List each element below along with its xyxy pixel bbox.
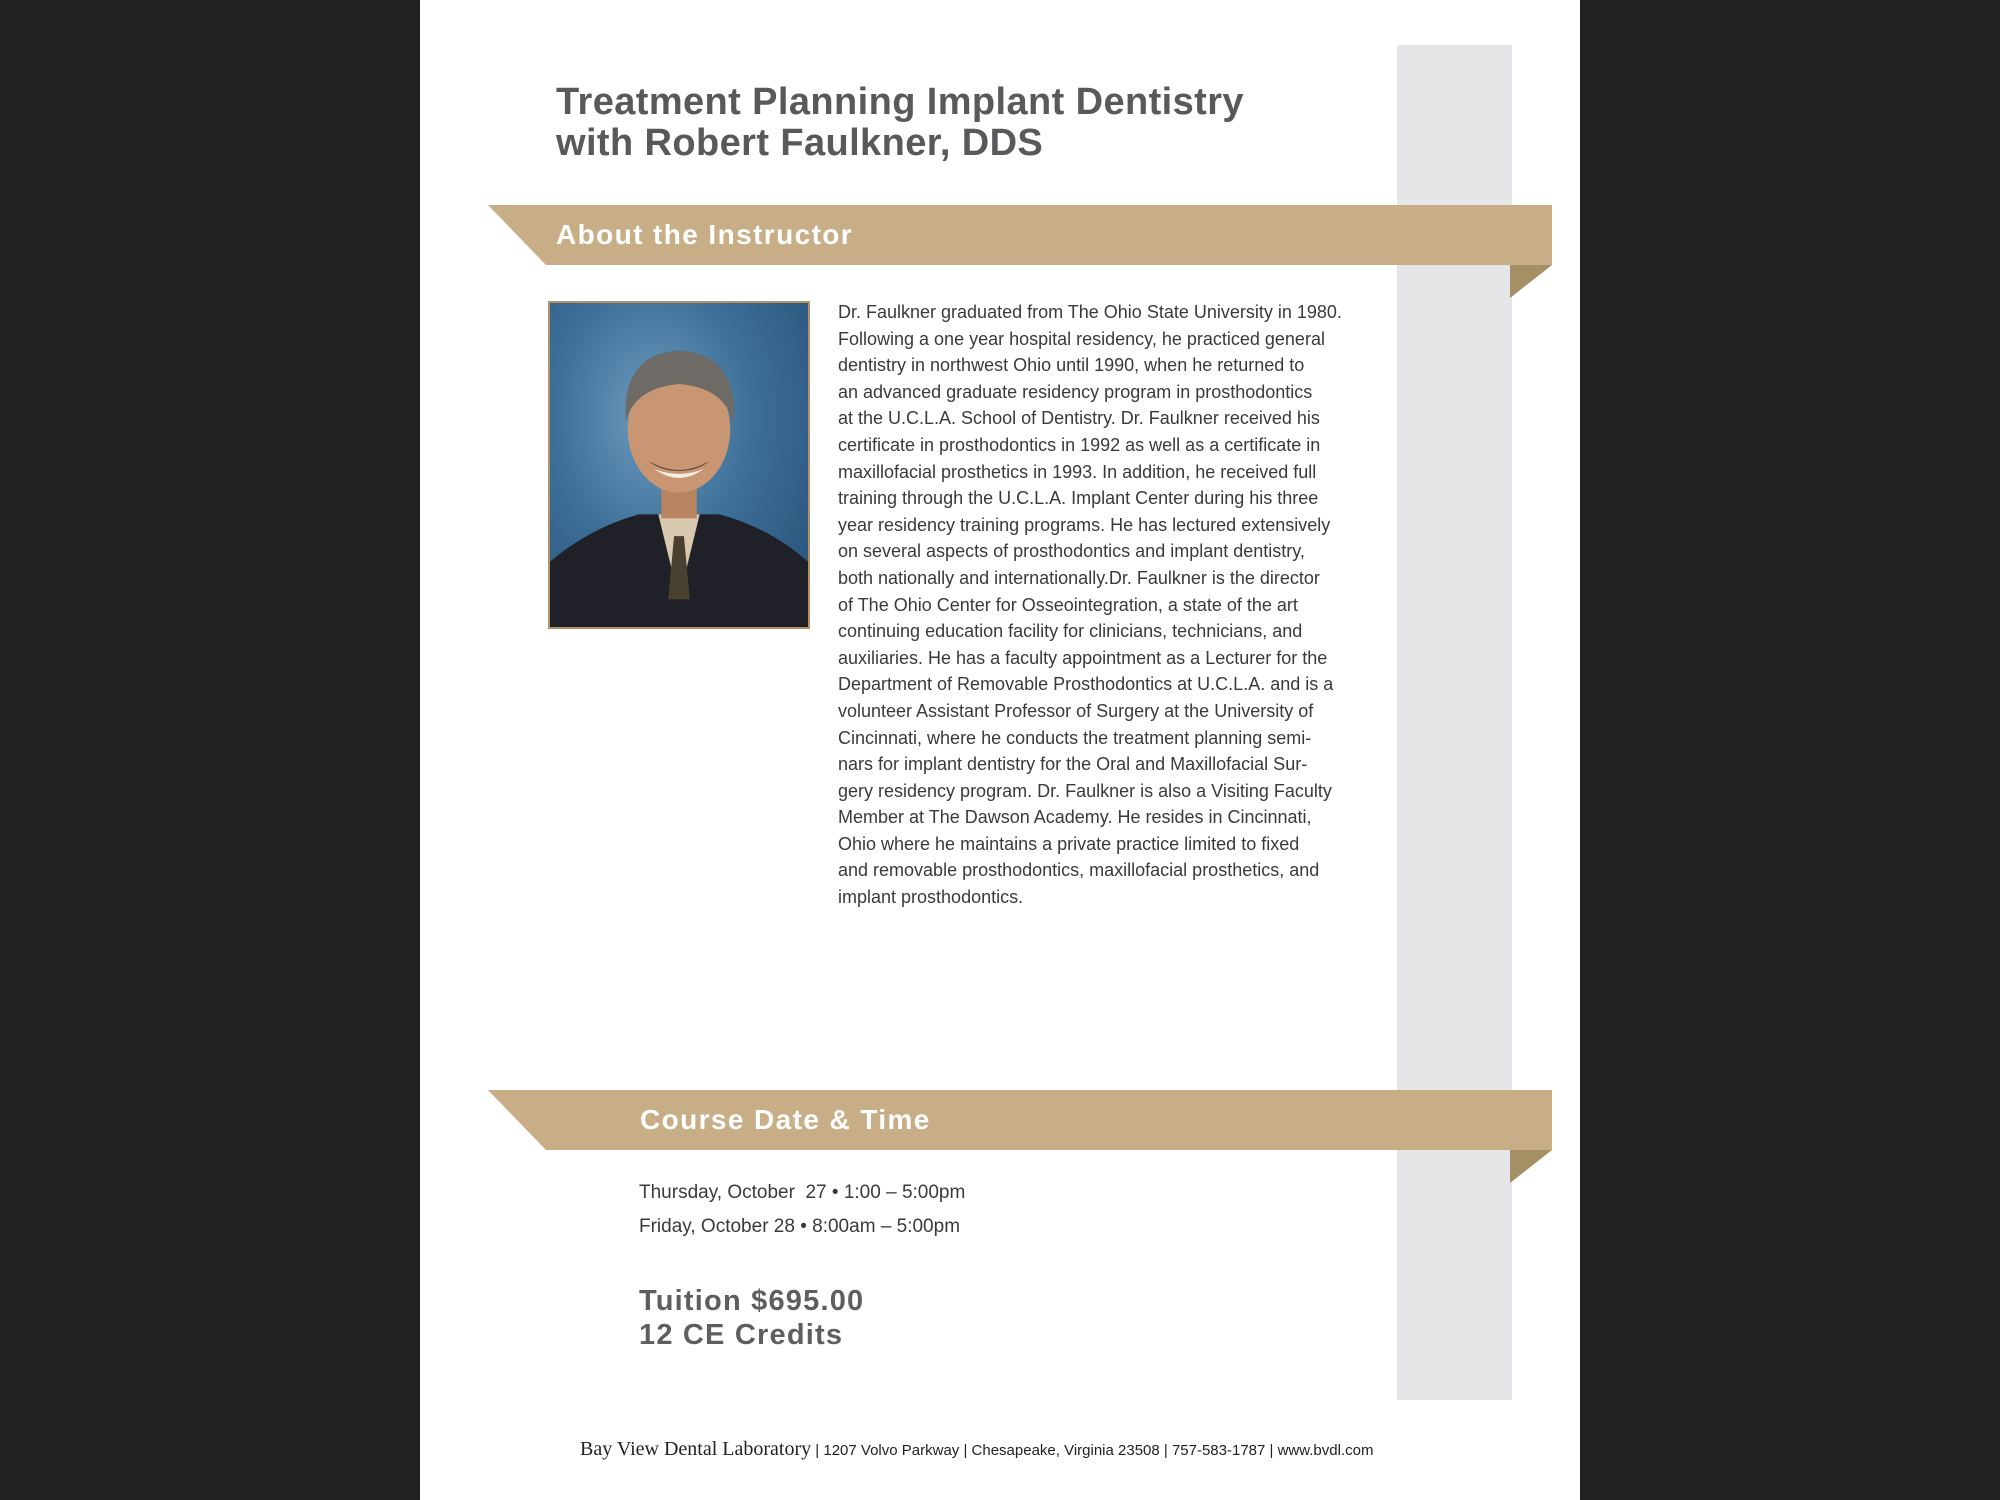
bio-line: of The Ohio Center for Osseointegration, a state of the art [838, 594, 1298, 615]
session-friday: Friday, October 28 • 8:00am – 5:00pm [639, 1216, 961, 1237]
bio-line: on several aspects of prosthodontics and implant dentistry, [838, 541, 1305, 562]
lab-name: Bay View Dental Laboratory [580, 1438, 812, 1460]
instructor-bio [838, 299, 1368, 911]
bio-line: at the U.C.L.A. School of Dentistry. Dr. Faulkner received his [838, 408, 1320, 429]
tuition-block [639, 1284, 864, 1352]
bio-line: volunteer Assistant Professor of Surgery at the University of [838, 700, 1314, 721]
ribbon-fold [1510, 1150, 1552, 1183]
flyer-page [420, 0, 1580, 1500]
bio-line: and removable prosthodontics, maxillofacial prosthetics, and [838, 860, 1320, 881]
about-heading: About the Instructor [556, 219, 854, 250]
title-line-1: Treatment Planning Implant Dentistry [556, 81, 1244, 123]
bio-line: Member at The Dawson Academy. He resides in Cincinnati, [838, 807, 1312, 828]
course-schedule [639, 1176, 965, 1244]
instructor-photo [548, 301, 810, 629]
bio-line: gery residency program. Dr. Faulkner is also a Visiting Faculty [838, 780, 1332, 801]
bio-line: Cincinnati, where he conducts the treatment planning semi- [838, 727, 1312, 748]
bio-line: maxillofacial prosthetics in 1993. In addition, he received full [838, 461, 1317, 482]
bio-line: an advanced graduate residency program in prosthodontics [838, 381, 1313, 402]
bio-line: Dr. Faulkner graduated from The Ohio State University in 1980. [838, 302, 1342, 322]
bio-line: auxiliaries. He has a faculty appointment as a Lecturer for the [838, 647, 1328, 668]
title-line-2: with Robert Faulkner, DDS [556, 122, 1044, 164]
course-date-banner [488, 1090, 1552, 1150]
ce-credits: 12 CE Credits [639, 1319, 844, 1351]
course-heading: Course Date & Time [640, 1104, 931, 1135]
bio-line: training through the U.C.L.A. Implant Center during his three [838, 488, 1319, 509]
bio-line: Ohio where he maintains a private practice limited to fixed [838, 833, 1300, 854]
bio-line: continuing education facility for clinicians, technicians, and [838, 621, 1303, 642]
bio-line: year residency training programs. He has lectured extensively [838, 514, 1331, 535]
bio-line: both nationally and internationally.Dr. Faulkner is the director [838, 567, 1320, 588]
lab-contact-details: | 1207 Volvo Parkway | Chesapeake, Virginia 23508 | 757-583-1787 | www.bvdl.com [811, 1442, 1374, 1459]
bio-line: dentistry in northwest Ohio until 1990, when he returned to [838, 355, 1305, 376]
tuition-price: Tuition $695.00 [639, 1285, 865, 1317]
bio-line: Following a one year hospital residency, he practiced general [838, 328, 1325, 349]
ribbon-fold [1510, 265, 1552, 298]
bio-line: nars for implant dentistry for the Oral and Maxillofacial Sur- [838, 754, 1308, 775]
bio-line: implant prosthodontics. [838, 887, 1024, 908]
about-instructor-banner [488, 205, 1552, 265]
bio-line: certificate in prosthodontics in 1992 as well as a certificate in [838, 434, 1321, 455]
bio-line: Department of Removable Prosthodontics at U.C.L.A. and is a [838, 674, 1334, 695]
session-thursday: Thursday, October 27 • 1:00 – 5:00pm [639, 1182, 966, 1203]
footer [580, 1438, 1373, 1461]
instructor-portrait-image [550, 303, 808, 627]
page-title [556, 82, 1244, 164]
